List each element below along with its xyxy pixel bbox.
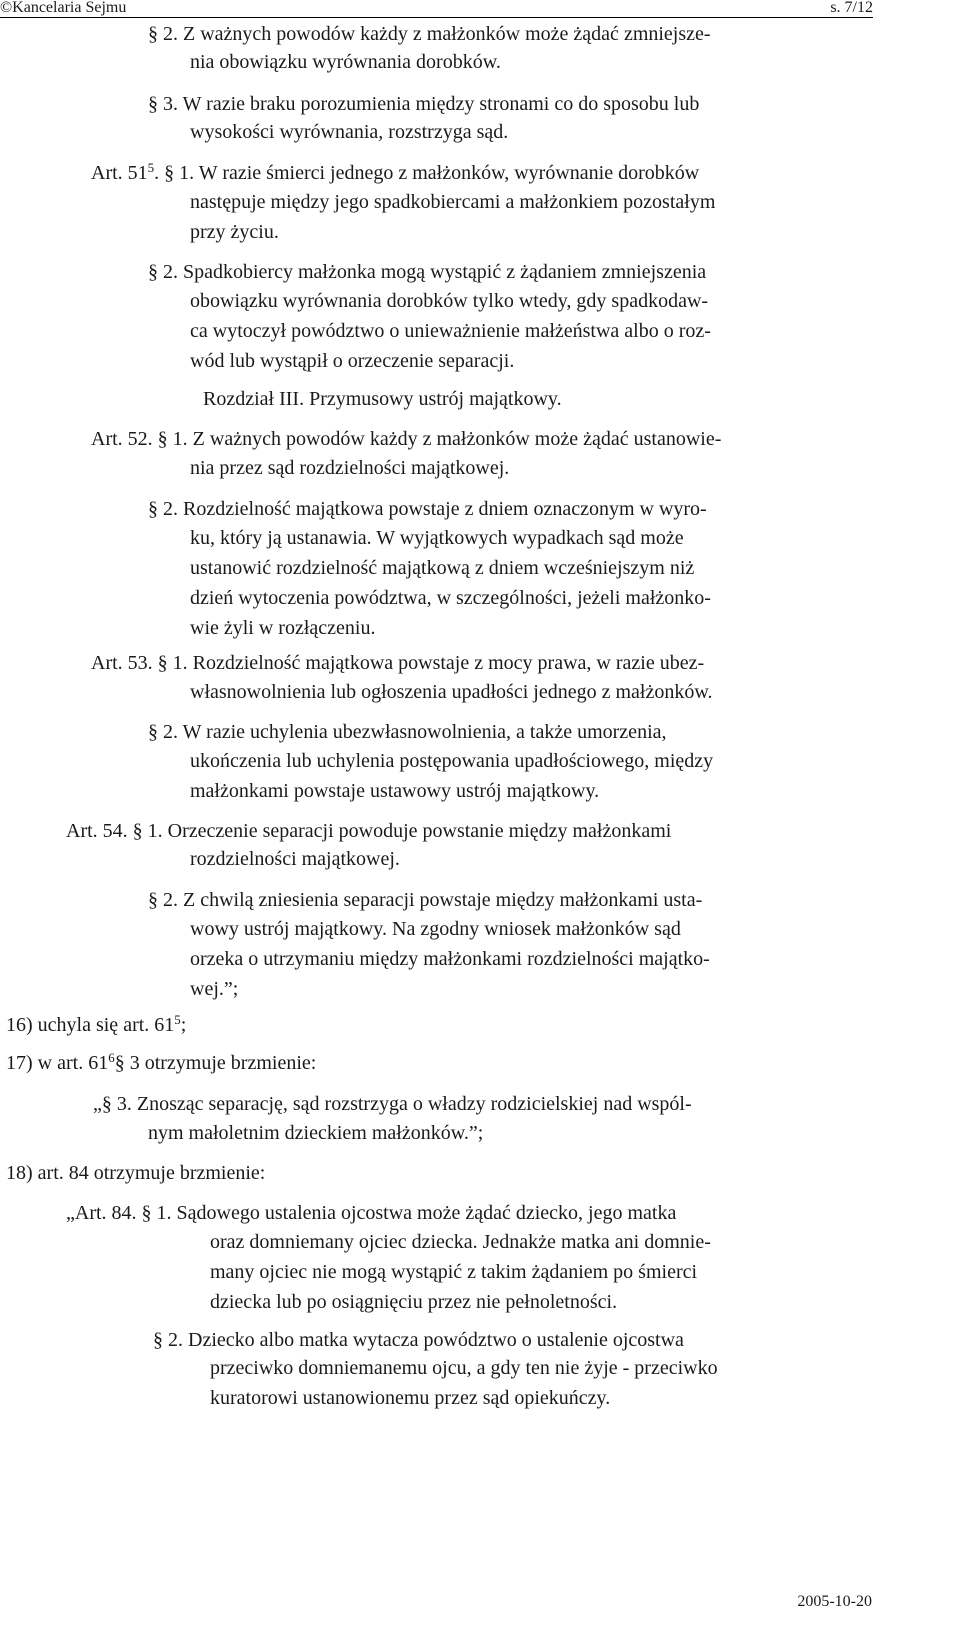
paragraph-art84-par2-cont — [210, 1353, 718, 1413]
text-line: „§ 3. Znosząc separację, sąd rozstrzyga o władzy rodzicielskiej nad wspól- — [93, 1093, 692, 1115]
paragraph-art51-4-par3 — [148, 89, 699, 119]
text-line: wowy ustrój majątkowy. Na zgodny wniosek małżonków sąd — [190, 918, 681, 940]
text-line: dzień wytoczenia powództwa, w szczególności, jeżeli małżonko- — [190, 587, 711, 609]
paragraph-art51-4-par3-cont — [190, 117, 508, 147]
text-line: nia przez sąd rozdzielności majątkowej. — [190, 457, 510, 479]
text-line: kuratorowi ustanowionemu przez sąd opiekuńczy. — [210, 1387, 611, 1409]
chapter-heading — [203, 384, 562, 414]
paragraph-art53-par1-cont — [190, 677, 712, 707]
text-line: § 3 otrzymuje brzmienie: — [114, 1052, 317, 1074]
paragraph-art53-par2-cont — [190, 746, 713, 806]
paragraph-art51-5-par2-cont — [190, 286, 711, 376]
text-line: wie żyli w rozłączeniu. — [190, 617, 376, 639]
text-line: § 2. Z ważnych powodów każdy z małżonków może żądać zmniejsze- — [148, 23, 711, 45]
text-line: wysokości wyrównania, rozstrzyga sąd. — [190, 121, 509, 143]
paragraph-art51-5-par2 — [148, 257, 706, 287]
text-line: wej.”; — [190, 978, 239, 1000]
paragraph-art51-4-par2-cont — [190, 47, 501, 77]
text-line: wód lub wystąpił o orzeczenie separacji. — [190, 350, 515, 372]
text-line: małżonkami powstaje ustawowy ustrój majątkowy. — [190, 780, 600, 802]
text-line: ku, który ją ustanawia. W wyjątkowych wypadkach sąd może — [190, 527, 684, 549]
text-line: własnowolnienia lub ogłoszenia upadłości jednego z małżonków. — [190, 681, 713, 703]
paragraph-art52-par2-cont — [190, 523, 711, 643]
amendment-item-17 — [6, 1048, 316, 1078]
text-line: przeciwko domniemanemu ojcu, a gdy ten nie żyje - przeciwko — [210, 1357, 718, 1379]
text-line: przy życiu. — [190, 221, 279, 243]
text-line: następuje między jego spadkobiercami a małżonkiem pozostałym — [190, 191, 716, 213]
text-line: § 2. Rozdzielność majątkowa powstaje z dniem oznaczonym w wyro- — [148, 498, 707, 520]
text-line: § 2. Spadkobiercy małżonka mogą wystąpić z żądaniem zmniejszenia — [148, 261, 707, 283]
paragraph-art51-5-par1-cont — [190, 187, 715, 247]
paragraph-art54-par2 — [148, 885, 702, 915]
text-line: § 2. W razie uchylenia ubezwłasnowolnienia, a także umorzenia, — [148, 721, 667, 743]
paragraph-art53-par2 — [148, 717, 667, 747]
paragraph-art53-par1 — [91, 648, 704, 678]
paragraph-art51-5-par1 — [91, 158, 699, 188]
amendment-item-16 — [6, 1010, 186, 1040]
text-line: oraz domniemany ojciec dziecka. Jednakże matka ani domnie- — [210, 1231, 711, 1253]
text-line: many ojciec nie mogą wystąpić z takim żądaniem po śmierci — [210, 1261, 698, 1283]
text-line: ustanowić rozdzielność majątkową z dniem wcześniejszym niż — [190, 557, 695, 579]
text-line: „Art. 84. § 1. Sądowego ustalenia ojcostwa może żądać dziecko, jego matka — [66, 1202, 677, 1224]
text-line: . § 1. W razie śmierci jednego z małżonków, wyrównanie dorobków — [154, 162, 700, 184]
text-line: ; — [180, 1014, 187, 1036]
text-line: orzeka o utrzymaniu między małżonkami rozdzielności majątko- — [190, 948, 710, 970]
text-line: § 2. Dziecko albo matka wytacza powództwo o ustalenie ojcostwa — [153, 1329, 684, 1351]
paragraph-art52-par2 — [148, 494, 707, 524]
text-line: rozdzielności majątkowej. — [190, 848, 400, 870]
text-line: ca wytoczył powództwo o unieważnienie małżeństwa albo o roz- — [190, 320, 711, 342]
quoted-provision-61-6-cont — [148, 1118, 483, 1148]
paragraph-art54-par2-cont — [190, 914, 710, 1004]
header-page-number: s. 7/12 — [830, 0, 873, 16]
paragraph-art54-par1-cont — [190, 844, 400, 874]
superscript: 6 — [108, 1050, 115, 1065]
page-header — [0, 0, 873, 18]
text-line: nia obowiązku wyrównania dorobków. — [190, 51, 501, 73]
text-line: § 2. Z chwilą zniesienia separacji powstaje między małżonkami usta- — [148, 889, 703, 911]
chapter-title: Rozdział III. Przymusowy ustrój majątkowy. — [203, 388, 562, 410]
paragraph-art51-4-par2 — [148, 19, 711, 49]
header-copyright: ©Kancelaria Sejmu — [0, 0, 127, 16]
superscript: 5 — [174, 1012, 181, 1027]
page-footer-date: 2005-10-20 — [797, 1593, 872, 1610]
text-line: Art. 52. § 1. Z ważnych powodów każdy z małżonków może żądać ustanowie- — [91, 428, 722, 450]
paragraph-art54-par1 — [66, 816, 671, 846]
text-line: nym małoletnim dzieckiem małżonków.”; — [148, 1122, 484, 1144]
paragraph-art52-par1-cont — [190, 453, 509, 483]
text-line: obowiązku wyrównania dorobków tylko wtedy, gdy spadkodaw- — [190, 290, 709, 312]
text-line: dziecka lub po osiągnięciu przez nie pełnoletności. — [210, 1291, 618, 1313]
text-line: ukończenia lub uchylenia postępowania upadłościowego, między — [190, 750, 714, 772]
text-line: § 3. W razie braku porozumienia między stronami co do sposobu lub — [148, 93, 700, 115]
item-text: 16) uchyla się art. 61 — [6, 1014, 175, 1036]
amendment-item-18 — [6, 1158, 265, 1188]
text-line: Art. 54. § 1. Orzeczenie separacji powoduje powstanie między małżonkami — [66, 820, 672, 842]
paragraph-art52-par1 — [91, 424, 721, 454]
superscript: 5 — [147, 160, 155, 175]
text-line: Art. 53. § 1. Rozdzielność majątkowa powstaje z mocy prawa, w razie ubez- — [91, 652, 705, 674]
quoted-provision-61-6 — [93, 1089, 692, 1119]
paragraph-art84-par1 — [66, 1198, 676, 1228]
article-number: Art. 51 — [91, 162, 148, 184]
paragraph-art84-par2 — [153, 1325, 684, 1355]
item-text: 18) art. 84 otrzymuje brzmienie: — [6, 1162, 266, 1184]
paragraph-art84-par1-cont — [210, 1227, 711, 1317]
item-text: 17) w art. 61 — [6, 1052, 109, 1074]
